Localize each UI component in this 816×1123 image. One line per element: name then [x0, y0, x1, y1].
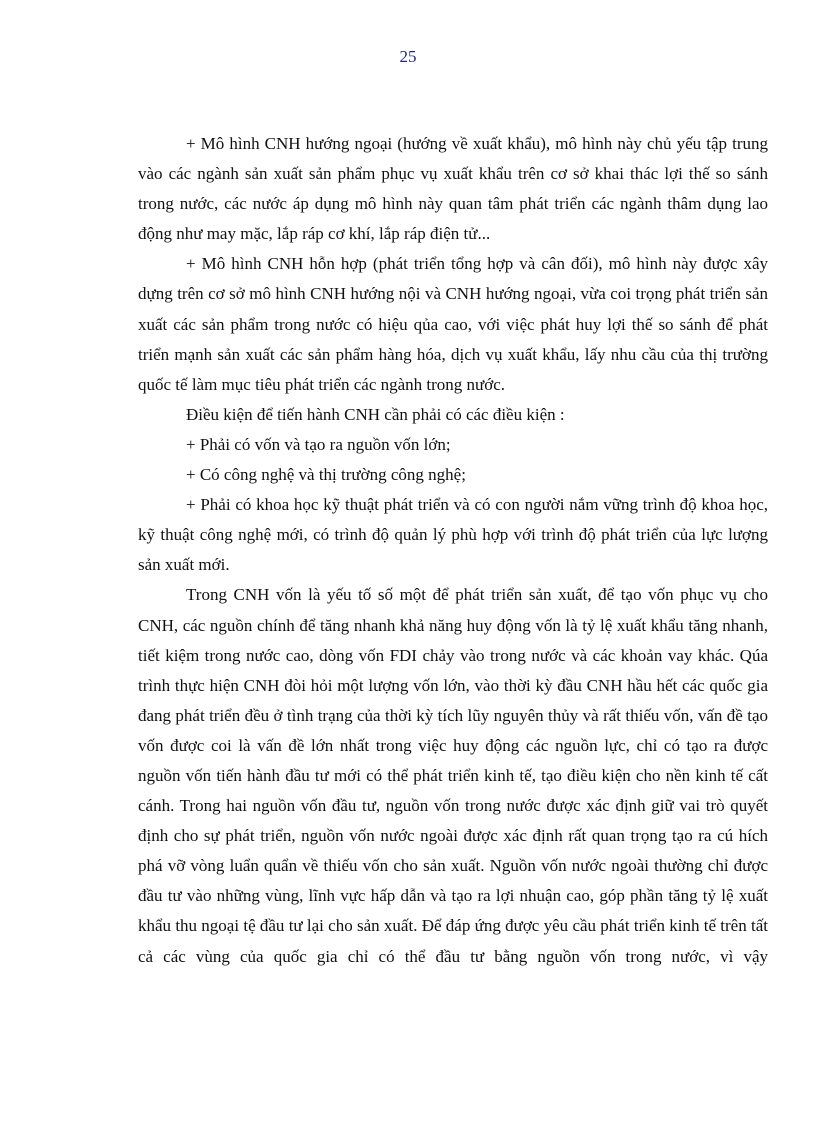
- paragraph-capital-role: Trong CNH vốn là yếu tố số một để phát triển sản xuất, để tạo vốn phục vụ cho CNH, các nguồn chính để tăng nhanh khả năng huy động vốn là tỷ lệ xuất khẩu tăng nhanh, tiết kiệm trong nước cao, dòng vốn FDI chảy vào trong nước và các khoản vay khác. Qúa trình thực hiện CNH đòi hỏi một lượng vốn lớn, vào thời kỳ đầu CNH hầu hết các quốc gia đang phát triển đều ở tình trạng của thời kỳ tích lũy nguyên thủy và rất thiếu vốn, vấn đề tạo vốn được coi là vấn đề lớn nhất trong việc huy động các nguồn lực, chỉ có tạo ra được nguồn vốn tiến hành đầu tư mới có thể phát triển kinh tế, tạo điều kiện cho nền kinh tế cất cánh. Trong hai nguồn vốn đầu tư, nguồn vốn trong nước được xác định giữ vai trò quyết định cho sự phát triển, nguồn vốn nước ngoài được xác định rất quan trọng tạo ra cú hích phá vỡ vòng luẩn quẩn về thiếu vốn cho sản xuất. Nguồn vốn nước ngoài thường chỉ được đầu tư vào những vùng, lĩnh vực hấp dẫn và tạo ra lợi nhuận cao, góp phần tăng tỷ lệ xuất khẩu thu ngoại tệ đầu tư lại cho sản xuất. Để đáp ứng được yêu cầu phát triển kinh tế trên tất cả các vùng của quốc gia chỉ có thể đầu tư bằng nguồn vốn trong nước, vì vậy: [138, 585, 768, 966]
- paragraph-outward-model: + Mô hình CNH hướng ngoại (hướng về xuất khẩu), mô hình này chủ yếu tập trung vào các ngành sản xuất sản phẩm phục vụ xuất khẩu trên cơ sở khai thác lợi thế so sánh trong nước, các nước áp dụng mô hình này quan tâm phát triển các ngành thâm dụng lao động như may mặc, lắp ráp cơ khí, lắp ráp điện tử...: [138, 134, 768, 244]
- body-text: [138, 129, 768, 972]
- paragraph-mixed-model: + Mô hình CNH hỗn hợp (phát triển tổng hợp và cân đối), mô hình này được xây dựng trên cơ sở mô hình CNH hướng nội và CNH hướng ngoại, vừa coi trọng phát triển sản xuất các sản phẩm trong nước có hiệu qủa cao, với việc phát huy lợi thế so sánh để phát triển mạnh sản xuất các sản phẩm hàng hóa, dịch vụ xuất khẩu, lấy nhu cầu của thị trường quốc tế làm mục tiêu phát triển các ngành trong nước.: [138, 254, 768, 394]
- paragraph-condition-technology: + Có công nghệ và thị trường công nghệ;: [186, 465, 466, 485]
- paragraph-condition-science: + Phải có khoa học kỹ thuật phát triển và có con người nắm vững trình độ khoa học, kỹ thuật công nghệ mới, có trình độ quản lý phù hợp với trình độ phát triển của lực lượng sản xuất mới.: [138, 495, 768, 575]
- page-number: 25: [399, 47, 417, 66]
- paragraph-conditions-intro: Điều kiện để tiến hành CNH cần phải có các điều kiện :: [186, 404, 565, 424]
- paragraph-condition-capital: + Phải có vốn và tạo ra nguồn vốn lớn;: [186, 434, 451, 454]
